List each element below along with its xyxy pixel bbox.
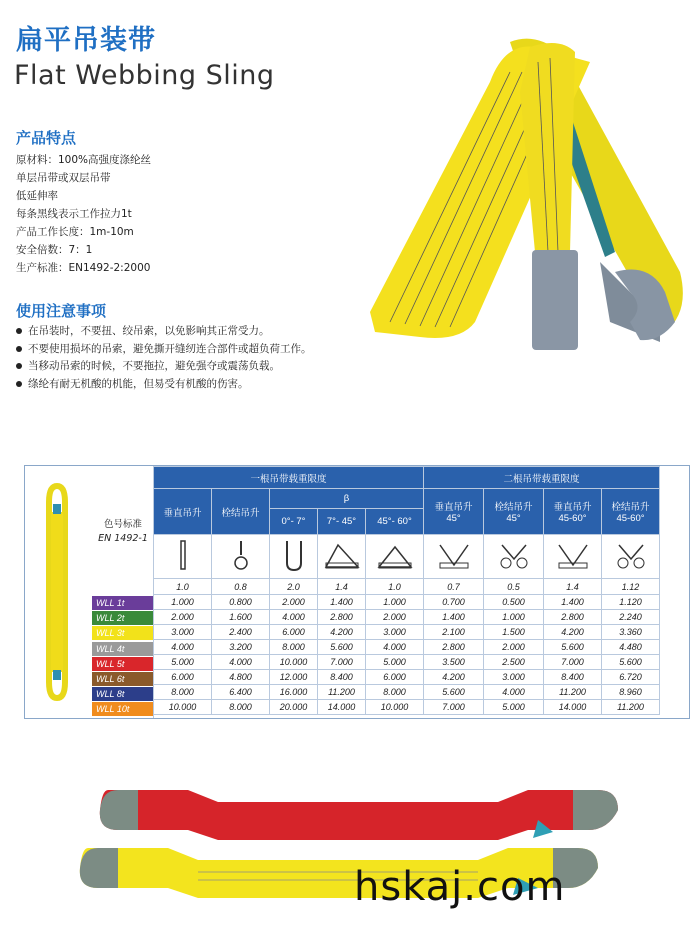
wll-label: WLL 2t	[92, 611, 153, 625]
factor-cell: 0.7	[424, 579, 484, 595]
factor-cell: 1.12	[602, 579, 660, 595]
table-cell: 2.240	[602, 610, 660, 625]
note-text: 绦纶有耐无机酸的机能，但易受有机酸的伤害。	[28, 377, 249, 390]
note-item	[16, 376, 312, 394]
table-cell: 6.000	[270, 625, 318, 640]
table-cell: 6.000	[366, 670, 424, 685]
table-cell: 4.200	[424, 670, 484, 685]
table-cell: 8.000	[366, 685, 424, 700]
table-cell: 2.800	[424, 640, 484, 655]
table-cell: 3.000	[154, 625, 212, 640]
bullet-icon	[16, 363, 22, 369]
feature-line: 产品工作长度：1m-10m	[16, 226, 134, 238]
col-angle-7-45: 7°- 45°	[318, 509, 366, 535]
table-cell: 4.000	[270, 610, 318, 625]
table-cell: 11.200	[602, 700, 660, 715]
feature-line: 低延伸率	[16, 190, 58, 202]
table-cell: 5.000	[484, 700, 544, 715]
wll-label: WLL 6t	[92, 672, 153, 686]
table-cell: 1.120	[602, 595, 660, 610]
wll-label: WLL 5t	[92, 657, 153, 671]
table-cell: 2.800	[544, 610, 602, 625]
note-text: 在吊装时，不要扭、绞吊索，以免影响其正常受力。	[28, 325, 270, 337]
table-cell: 0.500	[484, 595, 544, 610]
wll-label: WLL 1t	[92, 596, 153, 610]
col-angle-45-60: 45°- 60°	[366, 509, 424, 535]
sling-mini-icon	[43, 482, 71, 702]
table-cell: 7.000	[424, 700, 484, 715]
std-code-text: EN 1492-1	[98, 533, 148, 544]
factor-cell: 0.5	[484, 579, 544, 595]
note-item	[16, 323, 312, 341]
table-row	[154, 640, 660, 655]
bullet-icon	[16, 381, 22, 387]
wll-label: WLL 10t	[92, 702, 153, 716]
table-cell: 2.800	[318, 610, 366, 625]
table-cell: 4.000	[154, 640, 212, 655]
notes-title: 使用注意事项	[16, 302, 107, 320]
factor-cell: 0.8	[212, 579, 270, 595]
table-cell: 0.700	[424, 595, 484, 610]
table-cell: 6.000	[154, 670, 212, 685]
table-row	[154, 700, 660, 715]
table-cell: 4.480	[602, 640, 660, 655]
col-c45: 栓结吊升 45°	[484, 489, 544, 535]
table-cell: 3.500	[424, 655, 484, 670]
table-cell: 5.600	[602, 655, 660, 670]
table-cell: 4.200	[318, 625, 366, 640]
site-watermark: hskaj.com	[354, 864, 566, 910]
factor-cell: 2.0	[270, 579, 318, 595]
factor-cell: 1.0	[154, 579, 212, 595]
factor-cell: 1.4	[544, 579, 602, 595]
page-title-cn: 扁平吊装带	[16, 25, 156, 56]
col-vertical: 垂直吊升	[154, 489, 212, 535]
table-cell: 1.000	[484, 610, 544, 625]
feature-line: 每条黑线表示工作拉力1t	[16, 208, 132, 220]
table-cell: 2.400	[212, 625, 270, 640]
table-cell: 20.000	[270, 700, 318, 715]
spec-table	[153, 466, 660, 715]
table-cell: 3.000	[484, 670, 544, 685]
table-cell: 4.000	[484, 685, 544, 700]
icon-row	[154, 535, 660, 579]
table-cell: 2.000	[484, 640, 544, 655]
table-cell: 5.000	[154, 655, 212, 670]
basket-45-60-icon	[366, 535, 424, 579]
col-beta: β	[270, 489, 424, 509]
table-row	[154, 685, 660, 700]
feature-line: 原材料：100%高强度涤纶丝	[16, 154, 152, 166]
table-cell: 4.200	[544, 625, 602, 640]
notes-list	[16, 323, 312, 393]
table-cell: 8.000	[212, 700, 270, 715]
choke-lift-icon	[212, 535, 270, 579]
table-cell: 2.000	[366, 610, 424, 625]
col-v4560: 垂直吊升 45-60°	[544, 489, 602, 535]
table-cell: 7.000	[544, 655, 602, 670]
factor-row	[154, 579, 660, 595]
table-cell: 2.100	[424, 625, 484, 640]
table-cell: 2.500	[484, 655, 544, 670]
col-c4560: 栓结吊升 45-60°	[602, 489, 660, 535]
table-row	[154, 610, 660, 625]
basket-lift-icon	[270, 535, 318, 579]
table-cell: 4.000	[366, 640, 424, 655]
col-choke: 栓结吊升	[212, 489, 270, 535]
table-row	[154, 595, 660, 610]
table-cell: 1.400	[424, 610, 484, 625]
table-cell: 12.000	[270, 670, 318, 685]
color-standard-label	[93, 518, 153, 546]
table-cell: 0.800	[212, 595, 270, 610]
color-std-text: 色号标准	[103, 519, 142, 530]
table-cell: 10.000	[366, 700, 424, 715]
table-cell: 14.000	[544, 700, 602, 715]
bullet-icon	[16, 328, 22, 334]
table-cell: 1.400	[544, 595, 602, 610]
table-cell: 16.000	[270, 685, 318, 700]
feature-line: 单层吊带或双层吊带	[16, 172, 111, 184]
group2-header: 二根吊带载重限度	[424, 467, 660, 489]
features-list	[16, 151, 151, 277]
table-cell: 8.960	[602, 685, 660, 700]
table-cell: 5.600	[318, 640, 366, 655]
col-angle-0-7: 0°- 7°	[270, 509, 318, 535]
group1-header: 一根吊带载重限度	[154, 467, 424, 489]
color-column	[25, 466, 154, 718]
table-cell: 1.000	[366, 595, 424, 610]
table-cell: 2.000	[154, 610, 212, 625]
table-cell: 8.000	[154, 685, 212, 700]
features-title: 产品特点	[16, 129, 77, 147]
sling-product-image	[360, 22, 690, 362]
two-leg-choke-icon	[484, 535, 544, 579]
load-table	[24, 465, 690, 719]
table-cell: 11.200	[544, 685, 602, 700]
table-cell: 3.360	[602, 625, 660, 640]
table-cell: 5.000	[366, 655, 424, 670]
table-cell: 3.000	[366, 625, 424, 640]
table-cell: 4.800	[212, 670, 270, 685]
table-cell: 3.200	[212, 640, 270, 655]
wll-label: WLL 4t	[92, 642, 153, 656]
two-leg-basket-choke-icon	[602, 535, 660, 579]
table-cell: 4.000	[212, 655, 270, 670]
table-row	[154, 670, 660, 685]
feature-line: 安全倍数：7：1	[16, 244, 93, 256]
table-cell: 1.600	[212, 610, 270, 625]
note-item	[16, 358, 312, 376]
table-cell: 1.500	[484, 625, 544, 640]
table-cell: 7.000	[318, 655, 366, 670]
factor-cell: 1.0	[366, 579, 424, 595]
wll-label: WLL 3t	[92, 626, 153, 640]
two-leg-vertical-icon	[424, 535, 484, 579]
table-cell: 1.000	[154, 595, 212, 610]
note-text: 当移动吊索的时候，不要拖拉，避免强夺或震荡负载。	[28, 360, 280, 372]
table-cell: 6.400	[212, 685, 270, 700]
table-cell: 11.200	[318, 685, 366, 700]
page-title-en: Flat Webbing Sling	[14, 60, 275, 91]
table-cell: 10.000	[154, 700, 212, 715]
feature-line: 生产标准：EN1492-2:2000	[16, 262, 151, 274]
table-cell: 5.600	[424, 685, 484, 700]
vertical-lift-icon	[154, 535, 212, 579]
basket-7-45-icon	[318, 535, 366, 579]
table-row	[154, 625, 660, 640]
table-cell: 1.400	[318, 595, 366, 610]
note-text: 不要使用损坏的吊索，避免撕开缝纫连合部件或超负荷工作。	[28, 342, 312, 355]
table-cell: 8.000	[270, 640, 318, 655]
table-cell: 6.720	[602, 670, 660, 685]
table-cell: 2.000	[270, 595, 318, 610]
two-leg-basket-icon	[544, 535, 602, 579]
table-cell: 8.400	[318, 670, 366, 685]
table-cell: 10.000	[270, 655, 318, 670]
table-row	[154, 655, 660, 670]
wll-label: WLL 8t	[92, 687, 153, 701]
table-cell: 14.000	[318, 700, 366, 715]
note-item	[16, 341, 312, 359]
col-v45: 垂直吊升 45°	[424, 489, 484, 535]
factor-cell: 1.4	[318, 579, 366, 595]
table-cell: 5.600	[544, 640, 602, 655]
table-cell: 8.400	[544, 670, 602, 685]
bullet-icon	[16, 346, 22, 352]
